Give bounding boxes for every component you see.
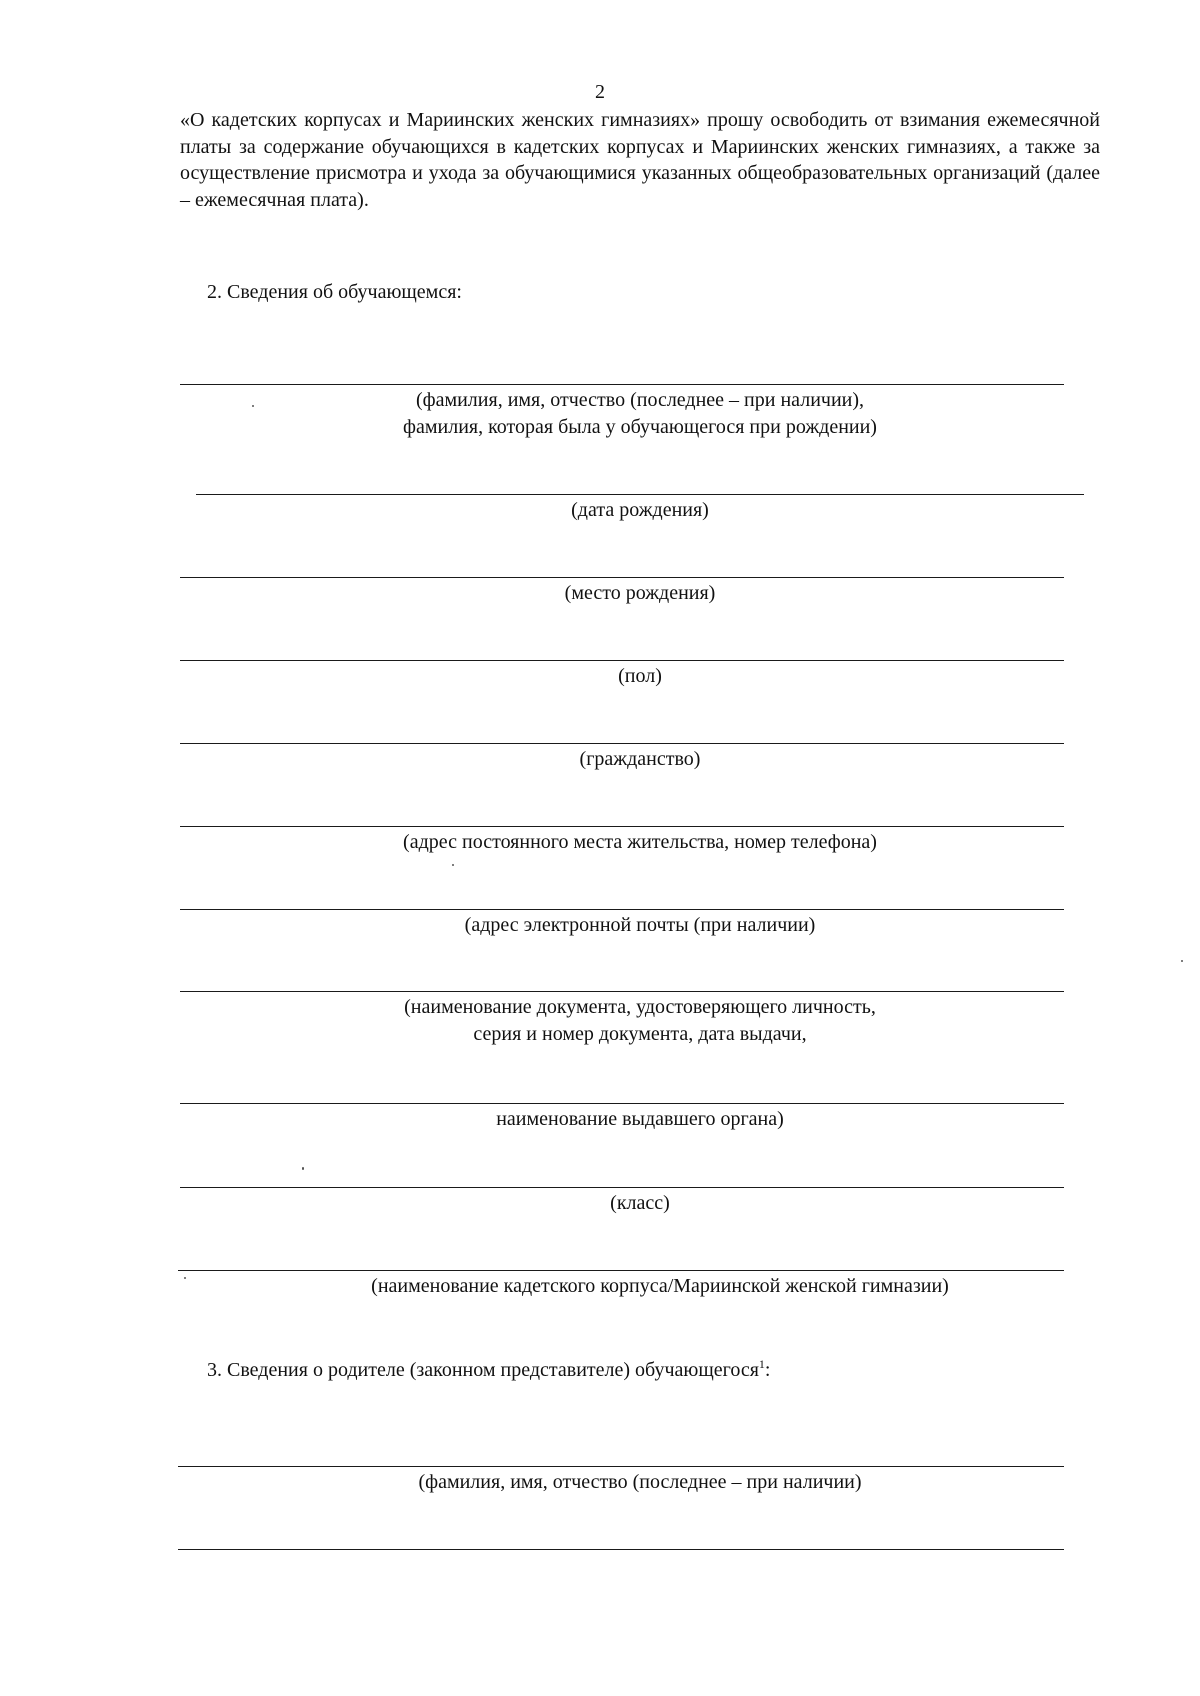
fill-line-email[interactable]: [180, 909, 1064, 910]
caption-sex: [180, 663, 1100, 690]
caption-line: (наименование кадетского корпуса/Мариинской женской гимназии): [371, 1275, 949, 1297]
fill-line-class[interactable]: [180, 1187, 1064, 1188]
caption-line: серия и номер документа, дата выдачи,: [473, 1023, 807, 1045]
scan-speck: [1181, 960, 1183, 962]
caption-identity-document: [180, 994, 1100, 1048]
caption-issuing-authority: [180, 1106, 1100, 1133]
fill-line-citizenship[interactable]: [180, 743, 1064, 744]
caption-parent-name: [180, 1469, 1100, 1496]
scan-speck: [252, 405, 254, 407]
section-3-heading-suffix: :: [764, 1359, 771, 1381]
fill-line-identity-document[interactable]: [180, 991, 1064, 992]
caption-line: (дата рождения): [571, 499, 709, 521]
caption-line: (пол): [618, 665, 662, 687]
page-number: 2: [595, 81, 605, 103]
caption-line: (наименование документа, удостоверяющего личность,: [404, 996, 876, 1018]
caption-email: [180, 912, 1100, 939]
caption-citizenship: [180, 746, 1100, 773]
caption-address-phone: [180, 829, 1100, 856]
fill-line-parent-name[interactable]: [178, 1466, 1064, 1467]
fill-line-birth-place[interactable]: [180, 577, 1064, 578]
caption-school-name: [200, 1273, 1120, 1300]
fill-line-birth-date[interactable]: [196, 494, 1084, 495]
section-3-heading-text: 3. Сведения о родителе (законном представителе) обучающегося: [207, 1359, 759, 1381]
footnote-mark[interactable]: 1: [758, 1357, 765, 1371]
caption-line: (адрес электронной почты (при наличии): [464, 914, 816, 936]
fill-line-school-name[interactable]: [178, 1270, 1064, 1271]
fill-line-address-phone[interactable]: [180, 826, 1064, 827]
caption-line: (класс): [610, 1192, 670, 1214]
scan-speck: [184, 1277, 186, 1279]
fill-line-parent-extra[interactable]: [178, 1549, 1064, 1550]
scan-speck: [452, 864, 454, 866]
section-2-heading: 2. Сведения об обучающемся:: [207, 281, 462, 303]
caption-line: (адрес постоянного места жительства, номер телефона): [403, 831, 877, 853]
fill-line-sex[interactable]: [180, 660, 1064, 661]
section-3-heading: [207, 1357, 770, 1383]
caption-birth-place: [180, 580, 1100, 607]
caption-birth-date: [180, 497, 1100, 524]
caption-line: (гражданство): [579, 748, 701, 770]
caption-line: наименование выдавшего органа): [496, 1108, 784, 1130]
caption-student-name: [180, 387, 1100, 441]
scan-speck: [302, 1167, 304, 1170]
caption-line: (фамилия, имя, отчество (последнее – при наличии),: [415, 389, 865, 411]
caption-line: фамилия, которая была у обучающегося при рождении): [403, 416, 877, 438]
fill-line-student-name[interactable]: [180, 384, 1064, 385]
caption-line: (фамилия, имя, отчество (последнее – при наличии): [418, 1471, 862, 1493]
fill-line-issuing-authority[interactable]: [180, 1103, 1064, 1104]
caption-line: (место рождения): [564, 582, 716, 604]
caption-class: [180, 1190, 1100, 1217]
intro-paragraph: «О кадетских корпусах и Мариинских женских гимназиях» прошу освободить от взимания ежемесячной платы за содержание обучающихся в кадетских корпусах и Мариинских женских гимназиях, а также за осуществление присмотра и ухода за обучающимися указанных общеобразовательных организаций (далее – ежемесячная плата).: [180, 109, 1100, 211]
